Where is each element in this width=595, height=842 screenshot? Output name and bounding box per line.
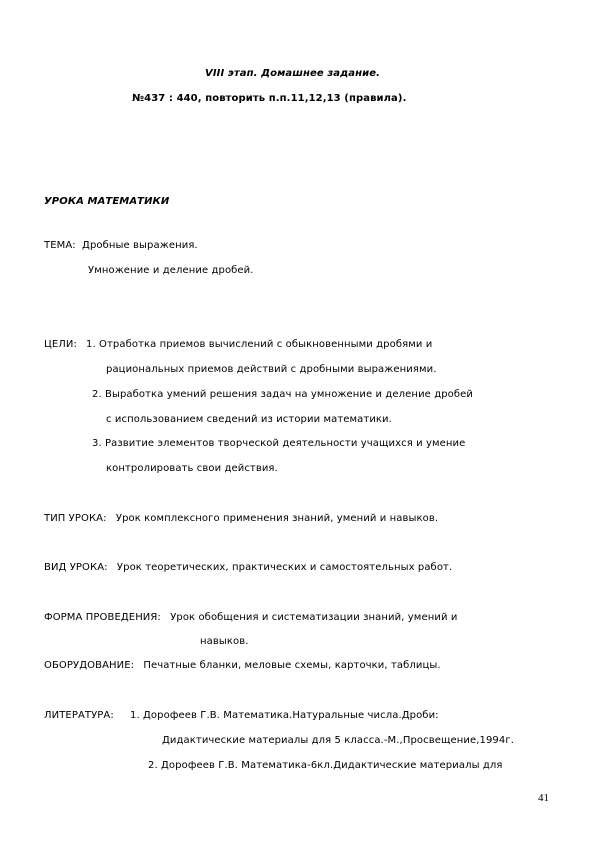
equipment-value: Печатные бланки, меловые схемы, карточки, таблицы. xyxy=(143,660,441,671)
topic-label: ТЕМА: xyxy=(44,240,76,251)
literature-label: ЛИТЕРАТУРА: xyxy=(44,710,114,721)
goal-1-line1: 1. Отработка приемов вычислений с обыкновенными дробями и xyxy=(86,339,433,350)
form-line2: навыков. xyxy=(200,636,249,647)
literature-2-line1: 2. Дорофеев Г.В. Математика-6кл.Дидактические материалы для xyxy=(148,760,503,771)
lesson-heading: УРОКА МАТЕМАТИКИ xyxy=(44,196,170,207)
goal-2-line2: с использованием сведений из истории математики. xyxy=(106,414,392,425)
lesson-type-row xyxy=(44,513,438,525)
goal-1-line2: рациональных приемов действий с дробными выражениями. xyxy=(106,364,437,375)
equipment-row xyxy=(44,660,441,672)
lesson-type-value: Урок комплексного применения знаний, умений и навыков. xyxy=(115,513,439,524)
literature-1-line2: Дидактические материалы для 5 класса.-М.,Просвещение,1994г. xyxy=(162,735,514,746)
form-value: Урок обобщения и систематизации знаний, умений и xyxy=(170,612,458,623)
lesson-type-label: ТИП УРОКА: xyxy=(44,513,107,524)
form-row xyxy=(44,612,457,624)
topic-line2: Умножение и деление дробей. xyxy=(88,265,254,276)
goal-3-line1: 3. Развитие элементов творческой деятельности учащихся и умение xyxy=(92,438,466,449)
lesson-kind-row xyxy=(44,562,452,574)
topic-row xyxy=(44,240,198,252)
goal-3-line2: контролировать свои действия. xyxy=(106,463,278,474)
page-number: 41 xyxy=(538,792,549,804)
lesson-kind-label: ВИД УРОКА: xyxy=(44,562,108,573)
lesson-kind-value: Урок теоретических, практических и самостоятельных работ. xyxy=(116,562,453,573)
stage-title: VIII этап. Домашнее задание. xyxy=(205,68,380,79)
equipment-label: ОБОРУДОВАНИЕ: xyxy=(44,660,135,671)
goal-2-line1: 2. Выработка умений решения задач на умножение и деление дробей xyxy=(92,389,473,400)
literature-1-line1: 1. Дорофеев Г.В. Математика.Натуральные числа.Дроби: xyxy=(130,710,439,721)
topic-value: Дробные выражения. xyxy=(82,240,198,251)
goals-label: ЦЕЛИ: xyxy=(44,339,77,350)
form-label: ФОРМА ПРОВЕДЕНИЯ: xyxy=(44,612,161,623)
homework-line: №437 : 440, повторить п.п.11,12,13 (правила). xyxy=(132,93,407,104)
